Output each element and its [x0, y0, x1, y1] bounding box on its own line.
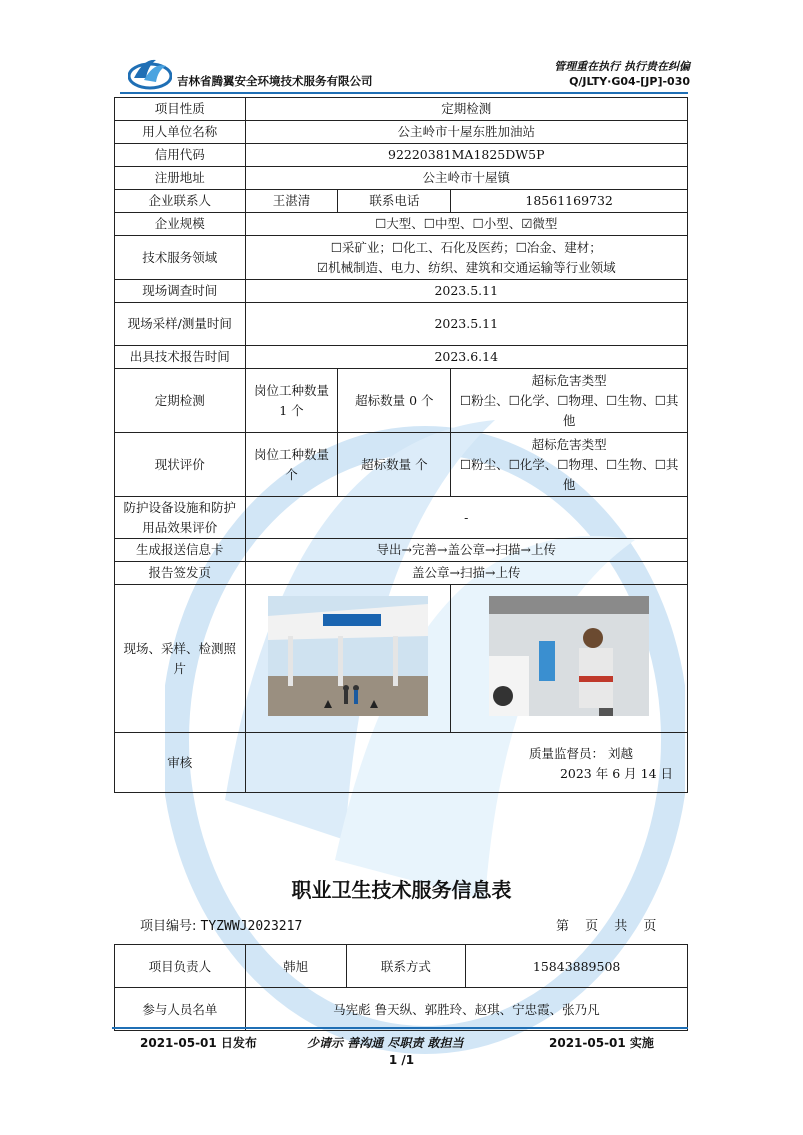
sampling-time-value: 2023.5.11 [245, 303, 687, 346]
protection-label: 防护设备设施和防护用品效果评价 [115, 497, 246, 539]
signoff-value: 盖公章→扫描→上传 [245, 562, 687, 585]
info-sheet-table [114, 944, 688, 1031]
hazard-type-options: ☐粉尘、☐化学、☐物理、☐生物、☐其他 [459, 392, 679, 428]
scale-value: ☐大型、☐中型、☐小型、☑微型 [245, 213, 687, 236]
document-number: Q/JLTY·G04-[JP]-030 [569, 75, 690, 88]
domain-line-1: ☐采矿业；☐化工、石化及医药；☐冶金、建材； [330, 239, 602, 255]
review-date: 2023 年 6 月 14 日 [559, 766, 673, 781]
project-number-label: 项目编号: [140, 919, 197, 934]
credit-code-value: 92220381MA1825DW5P [245, 144, 687, 167]
footer-divider [112, 1027, 688, 1029]
quality-supervisor: 质量监督员： 刘越 [529, 746, 633, 761]
footer-motto: 少请示 善沟通 尽职责 敢担当 [307, 1036, 464, 1050]
publish-date: 2021-05-01 日发布 [140, 1036, 257, 1050]
contact-method-value: 15843889508 [466, 945, 688, 988]
implement-date: 2021-05-01 实施 [549, 1036, 654, 1050]
contact-label: 企业联系人 [115, 190, 246, 213]
status-label: 现状评价 [115, 433, 246, 497]
status-hazard-types [451, 433, 688, 497]
protection-value: - [245, 497, 687, 539]
company-logo-icon [128, 56, 172, 90]
status-posts: 岗位工种数量 个 [245, 433, 338, 497]
project-nature-value: 定期检测 [245, 98, 687, 121]
page-info: 第 页 共 页 [556, 919, 657, 934]
service-record-table [114, 97, 688, 793]
domain-line-2: ☑机械制造、电力、纺织、建筑和交通运输等行业领域 [316, 259, 616, 275]
project-number [140, 915, 302, 934]
review-cell [245, 733, 687, 793]
infocard-value: 导出→完善→盖公章→扫描→上传 [245, 539, 687, 562]
periodic-posts: 岗位工种数量 1 个 [245, 369, 338, 433]
survey-time-value: 2023.5.11 [245, 280, 687, 303]
leader-label: 项目负责人 [115, 945, 246, 988]
review-label: 审核 [115, 733, 246, 793]
company-name: 吉林省腾翼安全环境技术服务有限公司 [177, 74, 373, 88]
header-slogan: 管理重在执行 执行贵在纠偏 [554, 60, 690, 73]
info-sheet-title: 职业卫生技术服务信息表 [291, 878, 512, 902]
photo-cell-2 [451, 585, 688, 733]
hazard-type-label: 超标危害类型 [531, 436, 607, 452]
signoff-label: 报告签发页 [115, 562, 246, 585]
photos-label: 现场、采样、检测照片 [115, 585, 246, 733]
employer-value: 公主岭市十屋东胜加油站 [245, 121, 687, 144]
contact-value: 王湛清 [245, 190, 338, 213]
credit-code-label: 信用代码 [115, 144, 246, 167]
sampling-time-label: 现场采样/测量时间 [115, 303, 246, 346]
hazard-type-label: 超标危害类型 [531, 372, 607, 388]
project-nature-label: 项目性质 [115, 98, 246, 121]
hazard-type-options: ☐粉尘、☐化学、☐物理、☐生物、☐其他 [459, 456, 679, 492]
page-number: 1 /1 [388, 1053, 415, 1067]
gas-station-photo [268, 596, 428, 716]
members-value: 马宪彪 鲁天纵、郭胜玲、赵琪、宁忠霞、张乃凡 [245, 988, 687, 1031]
scale-label: 企业规模 [115, 213, 246, 236]
sampling-photo [489, 596, 649, 716]
report-time-label: 出具技术报告时间 [115, 346, 246, 369]
phone-label: 联系电话 [338, 190, 451, 213]
address-label: 注册地址 [115, 167, 246, 190]
employer-label: 用人单位名称 [115, 121, 246, 144]
page-header [0, 0, 803, 95]
domain-label: 技术服务领域 [115, 236, 246, 280]
status-exceed: 超标数量 个 [338, 433, 451, 497]
domain-value [245, 236, 687, 280]
header-divider [120, 92, 688, 94]
address-value: 公主岭市十屋镇 [245, 167, 687, 190]
leader-value: 韩旭 [245, 945, 346, 988]
periodic-exceed: 超标数量 0 个 [338, 369, 451, 433]
report-time-value: 2023.6.14 [245, 346, 687, 369]
contact-method-label: 联系方式 [346, 945, 466, 988]
infocard-label: 生成报送信息卡 [115, 539, 246, 562]
members-label: 参与人员名单 [115, 988, 246, 1031]
periodic-hazard-types [451, 369, 688, 433]
photo-cell-1 [245, 585, 451, 733]
phone-value: 18561169732 [451, 190, 688, 213]
survey-time-label: 现场调查时间 [115, 280, 246, 303]
project-number-value: TYZWWJ2023217 [200, 919, 303, 934]
periodic-label: 定期检测 [115, 369, 246, 433]
